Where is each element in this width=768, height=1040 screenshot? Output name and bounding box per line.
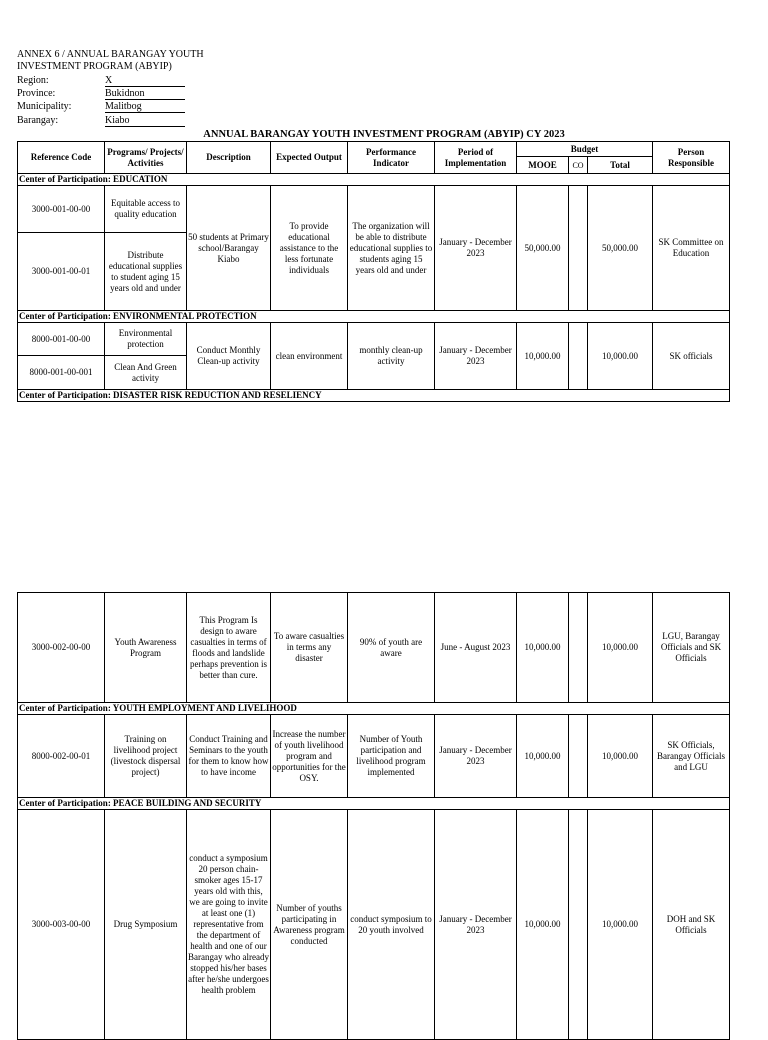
col-programs: Programs/ Projects/ Activities [105, 142, 187, 174]
person-responsible: SK Committee on Education [653, 186, 730, 311]
program-name: Distribute educational supplies to student aging 15 years old and under [105, 233, 187, 311]
col-description: Description [187, 142, 271, 174]
region-label: Region: [17, 75, 49, 86]
mooe-value: 10,000.00 [517, 593, 569, 703]
performance-indicator: The organization will be able to distribute educational supplies to students aging 15 years old and under [348, 186, 435, 311]
header-row-1 [18, 142, 730, 157]
person-responsible: SK officials [653, 323, 730, 390]
expected-output: clean environment [271, 323, 348, 390]
person-responsible: SK Officials, Barangay Officials and LGU [653, 715, 730, 798]
col-period: Period of Implementation [435, 142, 517, 174]
barangay-label: Barangay: [17, 115, 59, 126]
province-label: Province: [17, 88, 56, 99]
description: Conduct Training and Seminars to the youth for them to know how to have income [187, 715, 271, 798]
reference-code: 8000-001-00-00 [18, 323, 105, 356]
col-mooe: MOOE [517, 157, 569, 174]
total-value: 50,000.00 [588, 186, 653, 311]
mooe-value: 10,000.00 [517, 715, 569, 798]
mooe-value: 10,000.00 [517, 323, 569, 390]
performance-indicator: 90% of youth are aware [348, 593, 435, 703]
total-value: 10,000.00 [588, 593, 653, 703]
total-value: 10,000.00 [588, 715, 653, 798]
program-name: Youth Awareness Program [105, 593, 187, 703]
annex-title-line1: ANNEX 6 / ANNUAL BARANGAY YOUTH [17, 49, 204, 60]
col-person-responsible: Person Responsible [653, 142, 730, 174]
municipality-value: Malitbog [105, 101, 185, 113]
program-name: Clean And Green activity [105, 356, 187, 390]
period: January - December 2023 [435, 715, 517, 798]
total-value: 10,000.00 [588, 323, 653, 390]
category-disaster: Center of Participation: DISASTER RISK REDUCTION AND RESELIENCY [18, 390, 730, 402]
table-row [18, 593, 730, 703]
expected-output: Number of youths participating in Awareness program conducted [271, 810, 348, 1040]
category-row [18, 174, 730, 186]
category-peace: Center of Participation: PEACE BUILDING AND SECURITY [18, 798, 730, 810]
category-environment: Center of Participation: ENVIRONMENTAL PROTECTION [18, 311, 730, 323]
table-row [18, 323, 730, 356]
reference-code: 3000-002-00-00 [18, 593, 105, 703]
mooe-value: 10,000.00 [517, 810, 569, 1040]
co-value [569, 323, 588, 390]
period: January - December 2023 [435, 323, 517, 390]
table-row [18, 715, 730, 798]
period: June - August 2023 [435, 593, 517, 703]
category-education: Center of Participation: EDUCATION [18, 174, 730, 186]
description: This Program Is design to aware casualties in terms of floods and landslide perhaps prevention is better than cure. [187, 593, 271, 703]
col-co: CO [569, 157, 588, 174]
col-total: Total [588, 157, 653, 174]
co-value [569, 810, 588, 1040]
province-value: Bukidnon [105, 88, 185, 100]
col-budget: Budget [517, 142, 653, 157]
barangay-value: Kiabo [105, 115, 185, 127]
category-row [18, 703, 730, 715]
table-row [18, 186, 730, 233]
description: 50 students at Primary school/Barangay Kiabo [187, 186, 271, 311]
co-value [569, 593, 588, 703]
total-value: 10,000.00 [588, 810, 653, 1040]
mooe-value: 50,000.00 [517, 186, 569, 311]
category-employment: Center of Participation: YOUTH EMPLOYMENT AND LIVELIHOOD [18, 703, 730, 715]
col-reference-code: Reference Code [18, 142, 105, 174]
municipality-label: Municipality: [17, 101, 72, 112]
expected-output: To provide educational assistance to the less fortunate individuals [271, 186, 348, 311]
expected-output: Increase the number of youth livelihood program and opportunities for the OSY. [271, 715, 348, 798]
abyip-table-bottom [17, 592, 730, 1040]
co-value [569, 186, 588, 311]
program-name: Drug Symposium [105, 810, 187, 1040]
period: January - December 2023 [435, 810, 517, 1040]
co-value [569, 715, 588, 798]
reference-code: 8000-001-00-001 [18, 356, 105, 390]
performance-indicator: conduct symposium to 20 youth involved [348, 810, 435, 1040]
table-row [18, 810, 730, 1040]
reference-code: 3000-003-00-00 [18, 810, 105, 1040]
document-title: ANNUAL BARANGAY YOUTH INVESTMENT PROGRAM (ABYIP) CY 2023 [203, 129, 565, 140]
reference-code: 3000-001-00-00 [18, 186, 105, 233]
program-name: Environmental protection [105, 323, 187, 356]
category-row [18, 311, 730, 323]
program-name: Equitable access to quality education [105, 186, 187, 233]
category-row [18, 390, 730, 402]
person-responsible: LGU, Barangay Officials and SK Officials [653, 593, 730, 703]
col-expected-output: Expected Output [271, 142, 348, 174]
person-responsible: DOH and SK Officials [653, 810, 730, 1040]
annex-title-line2: INVESTMENT PROGRAM (ABYIP) [17, 61, 172, 72]
performance-indicator: Number of Youth participation and livelihood program implemented [348, 715, 435, 798]
program-name: Training on livelihood project (livestock dispersal project) [105, 715, 187, 798]
description: conduct a symposium 20 person chain-smoker ages 15-17 years old with this, we are going to invite at least one (1) representative from the department of health and one of our Barangay who already stopped his/her bases after he/she undergoes health problem [187, 810, 271, 1040]
description: Conduct Monthly Clean-up activity [187, 323, 271, 390]
expected-output: To aware casualties in terms any disaster [271, 593, 348, 703]
reference-code: 3000-001-00-01 [18, 233, 105, 311]
performance-indicator: monthly clean-up activity [348, 323, 435, 390]
region-value: X [105, 75, 185, 87]
col-performance-indicator: Performance Indicator [348, 142, 435, 174]
reference-code: 8000-002-00-01 [18, 715, 105, 798]
abyip-table-top [17, 141, 730, 402]
category-row [18, 798, 730, 810]
period: January - December 2023 [435, 186, 517, 311]
